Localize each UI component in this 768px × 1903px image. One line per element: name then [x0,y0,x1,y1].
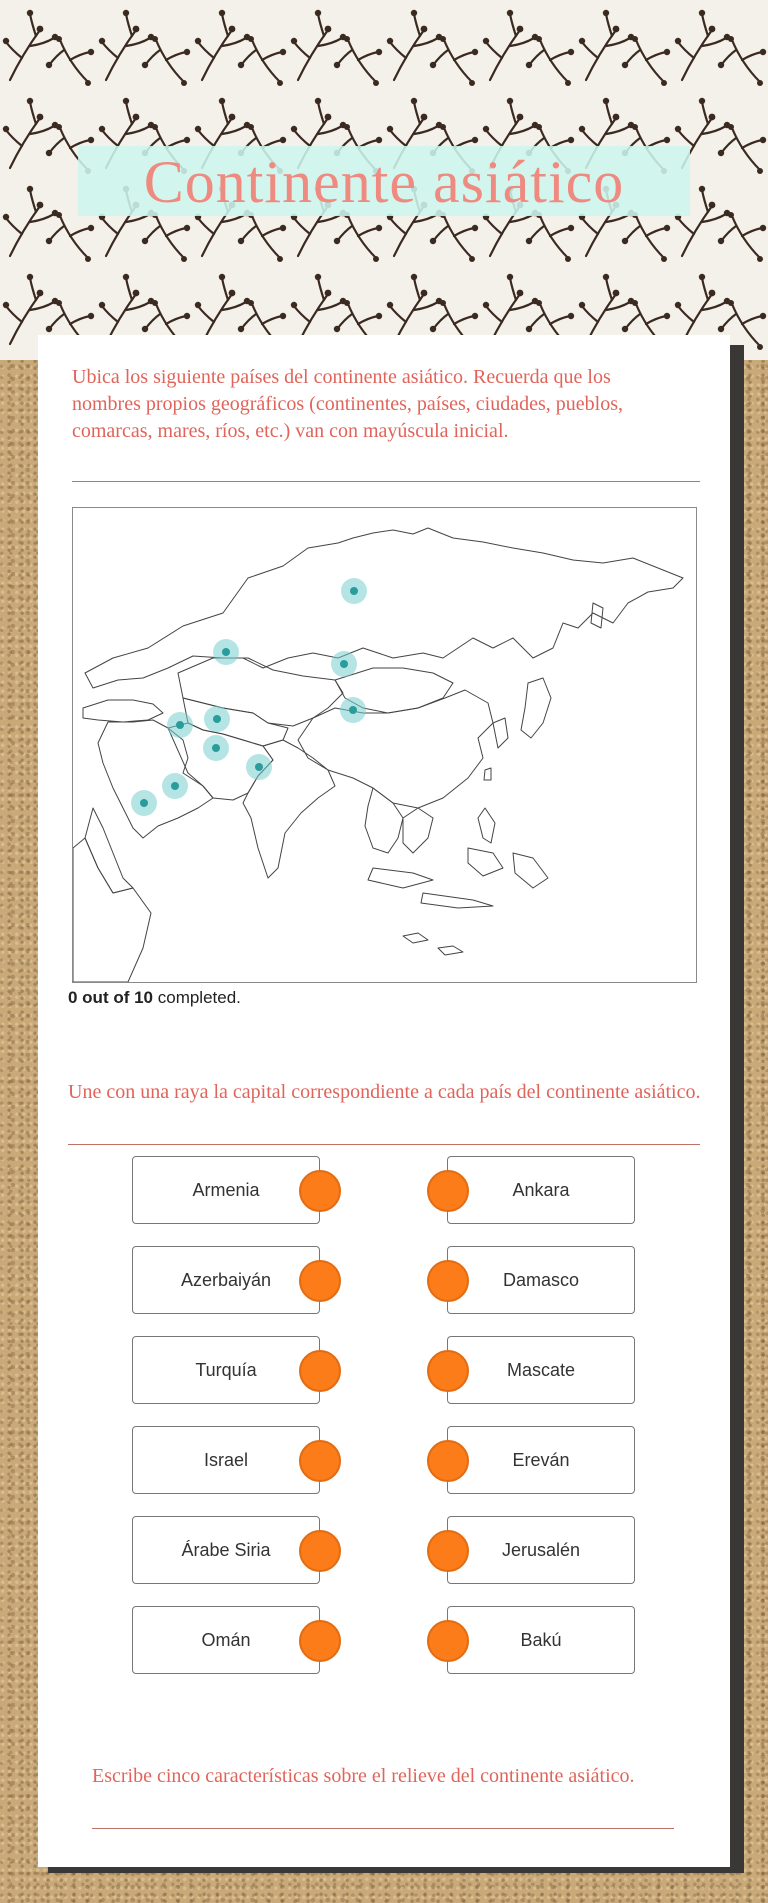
connector-dot-left[interactable] [299,1620,341,1662]
map-pin-core [212,744,220,752]
connector-dot-left[interactable] [299,1350,341,1392]
map-pin-core [222,648,230,656]
question2-prompt: Une con una raya la capital correspondiente a cada país del continente asiático. [68,1081,701,1103]
match-item-label: Omán [201,1629,251,1650]
map-pin-core [171,782,179,790]
map-pin-core [350,587,358,595]
map-pin[interactable] [131,790,157,816]
map-pin[interactable] [204,706,230,732]
map-pin-core [176,721,184,729]
match-item-right[interactable] [447,1246,635,1314]
page-title: Continente asiático [143,149,625,215]
connector-dot-left[interactable] [299,1170,341,1212]
match-item-right[interactable] [447,1516,635,1584]
connector-dot-right[interactable] [427,1260,469,1302]
map-pin[interactable] [340,697,366,723]
question1-divider [72,481,700,482]
connector-dot-right[interactable] [427,1170,469,1212]
match-item-label: Ankara [512,1179,570,1200]
match-item-left[interactable] [132,1336,320,1404]
match-item-label: Armenia [192,1179,260,1200]
match-item-right[interactable] [447,1606,635,1674]
progress-text [68,988,241,1008]
map-pin-core [255,763,263,771]
map-pin[interactable] [203,735,229,761]
connector-dot-left[interactable] [299,1440,341,1482]
match-item-left[interactable] [132,1516,320,1584]
question2-divider [68,1144,700,1145]
connector-dot-right[interactable] [427,1620,469,1662]
connector-dot-left[interactable] [299,1530,341,1572]
map-pin[interactable] [162,773,188,799]
match-item-label: Ereván [512,1449,570,1470]
match-item-right[interactable] [447,1336,635,1404]
connector-dot-right[interactable] [427,1440,469,1482]
match-item-left[interactable] [132,1426,320,1494]
question1-prompt: Ubica los siguiente países del continente asiático. Recuerda que los nombres propios geográficos (continentes, países, ciudades, pueblos, comarcas, mares, ríos, etc.) van con mayúscula inicial. [72,366,623,442]
match-item-label: Israel [203,1449,248,1470]
match-item-right[interactable] [447,1156,635,1224]
progress-suffix: completed. [153,988,241,1007]
match-item-left[interactable] [132,1156,320,1224]
connector-dot-right[interactable] [427,1530,469,1572]
map-pin[interactable] [246,754,272,780]
map-pin[interactable] [341,578,367,604]
asia-map-outline [73,508,696,982]
map-pin-core [340,660,348,668]
match-item-label: Jerusalén [501,1539,581,1560]
question3-divider [92,1828,674,1829]
title-band [78,146,690,216]
map-pin-core [213,715,221,723]
match-item-label: Bakú [520,1629,562,1650]
connector-dot-right[interactable] [427,1350,469,1392]
map-pin[interactable] [331,651,357,677]
asia-map[interactable] [72,507,697,983]
header-banner [0,0,768,360]
map-pin[interactable] [213,639,239,665]
connector-dot-left[interactable] [299,1260,341,1302]
match-item-label: Azerbaiyán [180,1269,272,1290]
match-item-label: Árabe Siria [181,1539,271,1560]
match-item-right[interactable] [447,1426,635,1494]
match-item-left[interactable] [132,1246,320,1314]
map-pin-core [140,799,148,807]
match-item-label: Damasco [502,1269,580,1290]
progress-count: 0 out of 10 [68,988,154,1007]
map-pin[interactable] [167,712,193,738]
match-item-left[interactable] [132,1606,320,1674]
question3-prompt: Escribe cinco características sobre el relieve del continente asiático. [92,1765,635,1787]
map-pin-core [349,706,357,714]
match-item-label: Turquía [195,1359,257,1380]
match-item-label: Mascate [506,1359,576,1380]
